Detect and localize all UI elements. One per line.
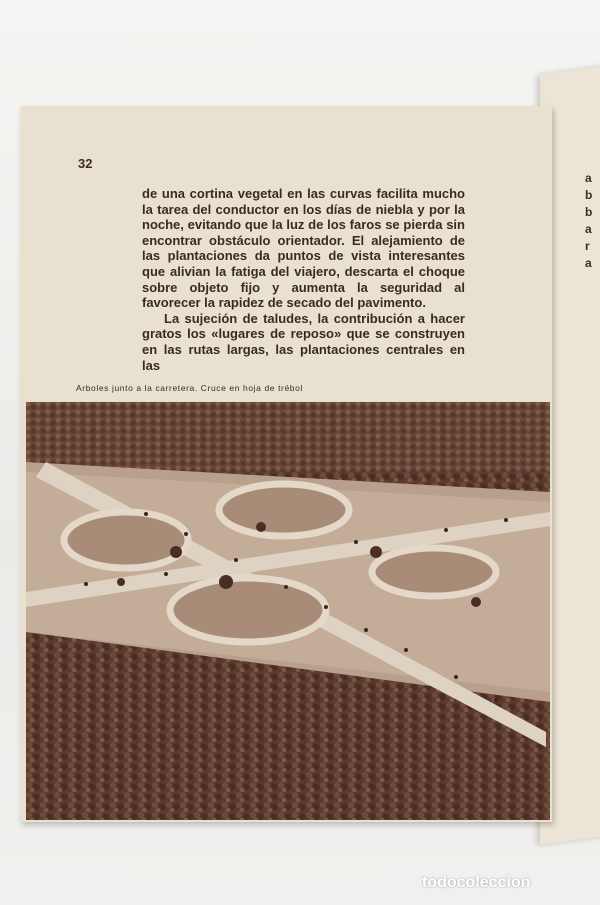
right-letter: a (585, 222, 592, 236)
watermark: todocoleccion (422, 874, 531, 891)
paragraph: de una cortina vegetal en las curvas facilita mucho la tarea del conductor en los días de niebla y por la noche, evitando que la luz de los faros se pierda sin encontrar obstáculo orientador. El alejamiento de las plantaciones da puntos de vista interesantes que alivian la fatiga del viajero, descarta el choque sobre objeto fijo y aumenta la seguridad al favorecer la rapidez de secado del pavimento. (142, 186, 465, 311)
body-text (142, 186, 465, 373)
right-page-text (585, 170, 600, 272)
aerial-photo-cloverleaf (26, 402, 550, 820)
paragraph: La sujeción de taludes, la contribución a hacer gratos los «lugares de reposo» que se construyen en las rutas largas, las plantaciones centrales en las (142, 310, 465, 373)
page-number: 32 (78, 156, 93, 171)
photo-caption: Arboles junto a la carretera. Cruce en hoja de trébol (76, 383, 303, 393)
right-letter: a (585, 256, 592, 270)
right-letter: b (585, 205, 593, 219)
right-letter: b (585, 188, 593, 202)
right-letter: a (585, 171, 592, 185)
photo-illustration (26, 402, 550, 820)
right-letter: r (585, 239, 590, 253)
